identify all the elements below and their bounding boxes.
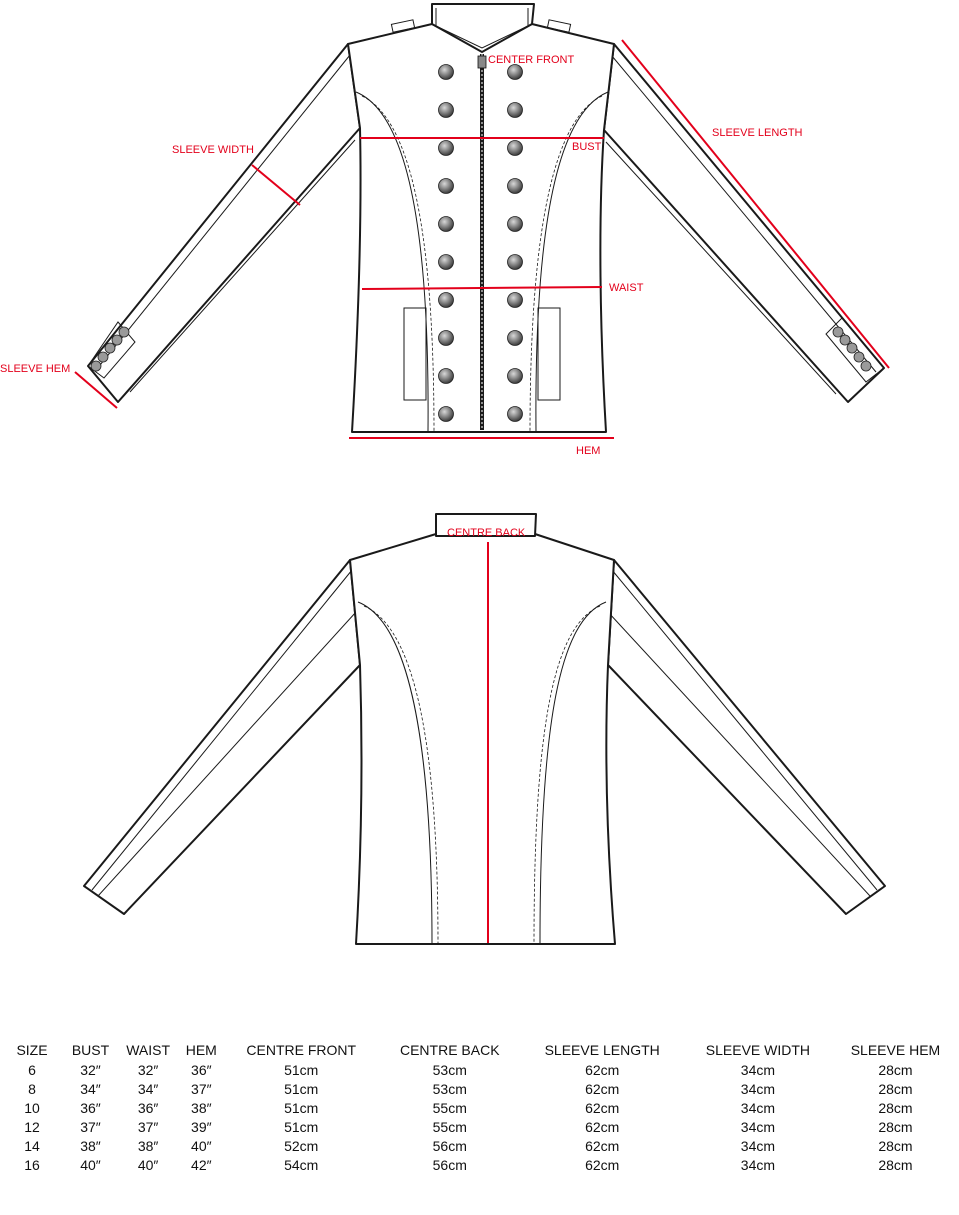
size-chart-header-row [0, 1040, 959, 1060]
header-bust: BUST [71, 1042, 110, 1058]
table-cell: 28cm [878, 1137, 913, 1154]
table-row [0, 1060, 959, 1079]
table-cell: 10 [24, 1099, 40, 1116]
front-left-sleeve [88, 44, 360, 402]
sleeve-hem-label: SLEEVE HEM [0, 363, 71, 375]
table-cell: 28cm [878, 1099, 913, 1116]
table-cell: 40″ [191, 1137, 212, 1154]
table-cell: 34cm [740, 1080, 776, 1097]
table-cell: 55cm [432, 1118, 467, 1135]
table-cell: 36″ [191, 1061, 212, 1078]
table-row [0, 1079, 959, 1098]
header-sleeve-width: SLEEVE WIDTH [705, 1042, 811, 1058]
table-cell: 51cm [284, 1099, 319, 1116]
centre-back-label: CENTRE BACK [447, 527, 526, 539]
table-cell: 32″ [137, 1061, 159, 1078]
table-cell: 38″ [137, 1137, 159, 1154]
table-cell: 38″ [80, 1137, 101, 1154]
table-cell: 34cm [740, 1061, 776, 1078]
table-row [0, 1136, 959, 1155]
back-left-sleeve [84, 560, 360, 914]
table-cell: 37″ [80, 1118, 101, 1135]
table-row [0, 1155, 959, 1174]
table-cell: 36″ [137, 1099, 159, 1116]
table-cell: 54cm [284, 1156, 319, 1173]
table-cell: 28cm [878, 1118, 913, 1135]
sleeve-width-label: SLEEVE WIDTH [172, 144, 254, 156]
table-cell: 55cm [432, 1099, 467, 1116]
bust-label: BUST [572, 141, 602, 153]
table-cell: 34cm [740, 1118, 776, 1135]
table-cell: 28cm [878, 1080, 913, 1097]
table-cell: 51cm [284, 1118, 319, 1135]
table-cell: 36″ [80, 1099, 101, 1116]
table-cell: 32″ [80, 1061, 101, 1078]
header-waist: WAIST [126, 1042, 171, 1058]
table-cell: 6 [28, 1061, 36, 1078]
back-right-sleeve [608, 560, 885, 914]
table-cell: 42″ [191, 1156, 212, 1173]
table-cell: 12 [24, 1118, 40, 1135]
header-hem: HEM [185, 1042, 217, 1058]
table-cell: 56cm [432, 1156, 467, 1173]
center-front-label: CENTER FRONT [488, 54, 575, 66]
table-cell: 34″ [137, 1080, 159, 1097]
header-size: SIZE [16, 1042, 48, 1058]
table-cell: 34cm [740, 1099, 776, 1116]
table-cell: 51cm [284, 1080, 319, 1097]
table-cell: 14 [24, 1137, 40, 1154]
table-cell: 40″ [137, 1156, 159, 1173]
table-cell: 39″ [191, 1118, 212, 1135]
table-cell: 34cm [740, 1137, 776, 1154]
table-cell: 62cm [585, 1080, 620, 1097]
back-view-jacket [84, 514, 885, 944]
size-chart-table [0, 1040, 959, 1174]
table-cell: 8 [28, 1080, 36, 1097]
front-view-jacket [88, 4, 884, 432]
table-cell: 53cm [432, 1080, 467, 1097]
table-cell: 37″ [137, 1118, 159, 1135]
table-cell: 16 [24, 1156, 40, 1173]
table-cell: 62cm [585, 1156, 620, 1173]
table-cell: 62cm [585, 1137, 620, 1154]
zipper-pull [478, 56, 486, 68]
table-cell: 62cm [585, 1061, 620, 1078]
front-right-sleeve [604, 44, 884, 402]
table-cell: 56cm [432, 1137, 467, 1154]
hem-label: HEM [576, 445, 601, 457]
back-body [350, 534, 615, 944]
header-centre-front: CENTRE FRONT [246, 1042, 357, 1058]
header-sleeve-hem: SLEEVE HEM [850, 1042, 941, 1058]
header-centre-back: CENTRE BACK [399, 1042, 500, 1058]
table-cell: 62cm [585, 1099, 620, 1116]
table-cell: 51cm [284, 1061, 319, 1078]
table-cell: 34cm [740, 1156, 776, 1173]
waist-label: WAIST [609, 282, 644, 294]
table-row [0, 1098, 959, 1117]
table-row [0, 1117, 959, 1136]
table-cell: 28cm [878, 1156, 913, 1173]
table-cell: 62cm [585, 1118, 620, 1135]
table-cell: 28cm [878, 1061, 913, 1078]
table-cell: 37″ [191, 1080, 212, 1097]
table-cell: 38″ [191, 1099, 212, 1116]
table-cell: 34″ [80, 1080, 101, 1097]
table-cell: 40″ [80, 1156, 101, 1173]
header-sleeve-length: SLEEVE LENGTH [544, 1042, 660, 1058]
sleeve-length-label: SLEEVE LENGTH [712, 127, 803, 139]
table-cell: 52cm [284, 1137, 319, 1154]
table-cell: 53cm [432, 1061, 467, 1078]
